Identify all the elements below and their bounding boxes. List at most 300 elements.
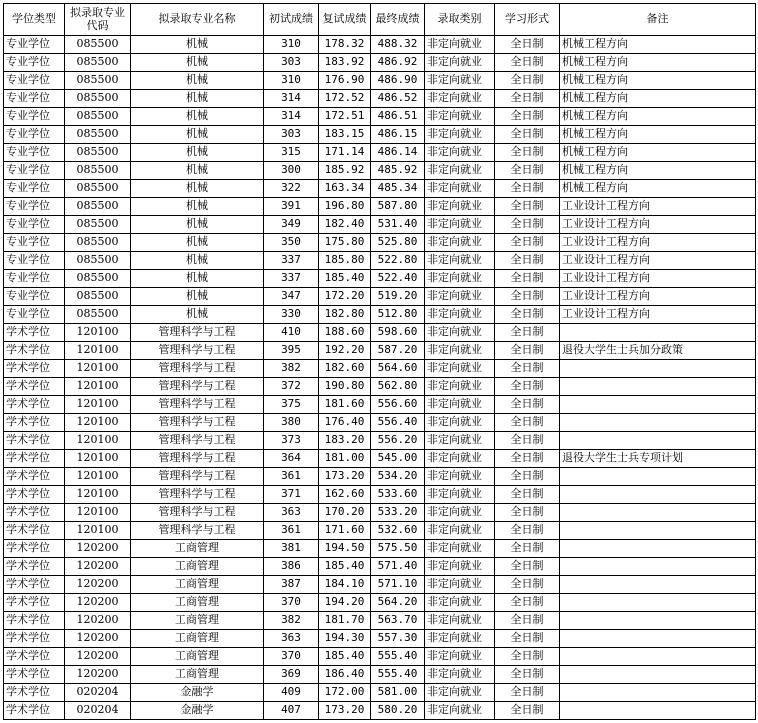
col-remarks-cell: 工业设计工程方向 xyxy=(560,288,756,306)
col-admission-category-cell: 非定向就业 xyxy=(425,144,495,162)
col-study-mode-cell: 全日制 xyxy=(495,198,560,216)
col-final-score-cell: 564.60 xyxy=(371,360,425,378)
col-final-score-cell: 555.40 xyxy=(371,648,425,666)
col-final-score-cell: 522.80 xyxy=(371,252,425,270)
col-remarks-cell xyxy=(560,558,756,576)
col-degree-type-cell: 学术学位 xyxy=(4,648,65,666)
col-degree-type-cell: 学术学位 xyxy=(4,666,65,684)
col-major-code-cell: 085500 xyxy=(65,36,131,54)
col-study-mode-cell: 全日制 xyxy=(495,144,560,162)
col-major-name-cell: 管理科学与工程 xyxy=(131,324,264,342)
col-final-score-cell: 534.20 xyxy=(371,468,425,486)
table-row xyxy=(4,702,756,720)
col-major-code-cell: 120200 xyxy=(65,558,131,576)
col-admission-category-cell: 非定向就业 xyxy=(425,558,495,576)
col-study-mode-cell: 全日制 xyxy=(495,162,560,180)
col-admission-category-cell: 非定向就业 xyxy=(425,468,495,486)
col-retest-score-cell: 162.60 xyxy=(319,486,371,504)
col-admission-category-cell: 非定向就业 xyxy=(425,198,495,216)
col-major-code-cell: 120100 xyxy=(65,414,131,432)
col-prelim-score-cell: 330 xyxy=(264,306,319,324)
col-major-code-cell: 120200 xyxy=(65,630,131,648)
col-retest-score-cell: 182.80 xyxy=(319,306,371,324)
col-final-score-cell: 556.20 xyxy=(371,432,425,450)
col-prelim-score-cell: 314 xyxy=(264,90,319,108)
col-degree-type-cell: 专业学位 xyxy=(4,180,65,198)
col-degree-type-cell: 专业学位 xyxy=(4,270,65,288)
col-retest-score-cell: 183.20 xyxy=(319,432,371,450)
col-prelim-score-cell: 395 xyxy=(264,342,319,360)
col-major-code-cell: 120100 xyxy=(65,342,131,360)
col-remarks-cell: 工业设计工程方向 xyxy=(560,252,756,270)
col-prelim-score-cell: 364 xyxy=(264,450,319,468)
col-study-mode-cell: 全日制 xyxy=(495,396,560,414)
col-major-name-cell: 金融学 xyxy=(131,684,264,702)
col-major-name-cell: 机械 xyxy=(131,234,264,252)
col-admission-category-cell: 非定向就业 xyxy=(425,702,495,720)
col-major-name-cell: 管理科学与工程 xyxy=(131,486,264,504)
col-remarks-cell xyxy=(560,486,756,504)
col-major-name-cell: 工商管理 xyxy=(131,594,264,612)
col-remarks-cell: 工业设计工程方向 xyxy=(560,198,756,216)
col-study-mode-cell: 全日制 xyxy=(495,504,560,522)
col-final-score-cell: 533.20 xyxy=(371,504,425,522)
col-major-name-cell: 机械 xyxy=(131,216,264,234)
col-major-name-cell: 机械 xyxy=(131,36,264,54)
col-degree-type-cell: 学术学位 xyxy=(4,594,65,612)
table-row xyxy=(4,72,756,90)
col-study-mode-cell: 全日制 xyxy=(495,450,560,468)
col-prelim-score-cell: 391 xyxy=(264,198,319,216)
col-retest-score-cell: 172.20 xyxy=(319,288,371,306)
col-remarks-cell xyxy=(560,360,756,378)
col-retest-score-cell: 185.92 xyxy=(319,162,371,180)
col-study-mode-cell: 全日制 xyxy=(495,288,560,306)
col-admission-category-cell: 非定向就业 xyxy=(425,342,495,360)
table-row xyxy=(4,684,756,702)
col-degree-type-cell: 专业学位 xyxy=(4,306,65,324)
col-major-name-cell: 工商管理 xyxy=(131,576,264,594)
header-col-prelim-score: 初试成绩 xyxy=(264,4,319,36)
table-row xyxy=(4,126,756,144)
col-major-code-cell: 120200 xyxy=(65,540,131,558)
col-major-code-cell: 085500 xyxy=(65,144,131,162)
col-admission-category-cell: 非定向就业 xyxy=(425,450,495,468)
col-admission-category-cell: 非定向就业 xyxy=(425,378,495,396)
col-final-score-cell: 485.34 xyxy=(371,180,425,198)
col-study-mode-cell: 全日制 xyxy=(495,432,560,450)
col-major-code-cell: 120100 xyxy=(65,522,131,540)
col-study-mode-cell: 全日制 xyxy=(495,324,560,342)
table-row xyxy=(4,108,756,126)
col-admission-category-cell: 非定向就业 xyxy=(425,180,495,198)
col-degree-type-cell: 专业学位 xyxy=(4,234,65,252)
col-major-name-cell: 机械 xyxy=(131,288,264,306)
col-prelim-score-cell: 409 xyxy=(264,684,319,702)
col-admission-category-cell: 非定向就业 xyxy=(425,324,495,342)
col-prelim-score-cell: 382 xyxy=(264,612,319,630)
col-major-name-cell: 机械 xyxy=(131,54,264,72)
col-final-score-cell: 571.10 xyxy=(371,576,425,594)
col-major-code-cell: 120200 xyxy=(65,594,131,612)
col-degree-type-cell: 专业学位 xyxy=(4,162,65,180)
col-major-name-cell: 机械 xyxy=(131,126,264,144)
col-major-code-cell: 085500 xyxy=(65,216,131,234)
col-major-code-cell: 120100 xyxy=(65,468,131,486)
col-retest-score-cell: 186.40 xyxy=(319,666,371,684)
col-degree-type-cell: 专业学位 xyxy=(4,72,65,90)
col-retest-score-cell: 175.80 xyxy=(319,234,371,252)
col-prelim-score-cell: 382 xyxy=(264,360,319,378)
col-remarks-cell: 机械工程方向 xyxy=(560,180,756,198)
col-final-score-cell: 575.50 xyxy=(371,540,425,558)
col-final-score-cell: 486.15 xyxy=(371,126,425,144)
col-retest-score-cell: 172.51 xyxy=(319,108,371,126)
col-retest-score-cell: 172.00 xyxy=(319,684,371,702)
col-prelim-score-cell: 375 xyxy=(264,396,319,414)
col-prelim-score-cell: 300 xyxy=(264,162,319,180)
col-retest-score-cell: 176.90 xyxy=(319,72,371,90)
col-final-score-cell: 525.80 xyxy=(371,234,425,252)
col-retest-score-cell: 163.34 xyxy=(319,180,371,198)
col-major-code-cell: 120200 xyxy=(65,576,131,594)
col-prelim-score-cell: 369 xyxy=(264,666,319,684)
col-retest-score-cell: 196.80 xyxy=(319,198,371,216)
col-retest-score-cell: 173.20 xyxy=(319,468,371,486)
col-retest-score-cell: 185.40 xyxy=(319,648,371,666)
col-final-score-cell: 486.92 xyxy=(371,54,425,72)
col-retest-score-cell: 194.20 xyxy=(319,594,371,612)
col-study-mode-cell: 全日制 xyxy=(495,108,560,126)
col-remarks-cell: 机械工程方向 xyxy=(560,54,756,72)
table-row xyxy=(4,36,756,54)
col-final-score-cell: 581.00 xyxy=(371,684,425,702)
col-prelim-score-cell: 350 xyxy=(264,234,319,252)
col-retest-score-cell: 184.10 xyxy=(319,576,371,594)
col-final-score-cell: 571.40 xyxy=(371,558,425,576)
col-degree-type-cell: 学术学位 xyxy=(4,540,65,558)
table-row xyxy=(4,666,756,684)
col-major-code-cell: 085500 xyxy=(65,72,131,90)
col-study-mode-cell: 全日制 xyxy=(495,54,560,72)
col-remarks-cell: 机械工程方向 xyxy=(560,162,756,180)
col-final-score-cell: 564.20 xyxy=(371,594,425,612)
col-major-code-cell: 120100 xyxy=(65,450,131,468)
col-remarks-cell xyxy=(560,432,756,450)
table-row xyxy=(4,450,756,468)
col-prelim-score-cell: 303 xyxy=(264,54,319,72)
table-row xyxy=(4,324,756,342)
header-col-major-code: 拟录取专业代码 xyxy=(65,4,131,36)
col-admission-category-cell: 非定向就业 xyxy=(425,684,495,702)
col-retest-score-cell: 172.52 xyxy=(319,90,371,108)
header-col-remarks: 备注 xyxy=(560,4,756,36)
col-retest-score-cell: 185.40 xyxy=(319,270,371,288)
col-major-code-cell: 120100 xyxy=(65,396,131,414)
col-retest-score-cell: 181.70 xyxy=(319,612,371,630)
col-prelim-score-cell: 380 xyxy=(264,414,319,432)
col-final-score-cell: 533.60 xyxy=(371,486,425,504)
col-prelim-score-cell: 349 xyxy=(264,216,319,234)
col-prelim-score-cell: 387 xyxy=(264,576,319,594)
col-retest-score-cell: 188.60 xyxy=(319,324,371,342)
col-major-code-cell: 085500 xyxy=(65,306,131,324)
col-study-mode-cell: 全日制 xyxy=(495,522,560,540)
col-study-mode-cell: 全日制 xyxy=(495,576,560,594)
col-major-name-cell: 工商管理 xyxy=(131,648,264,666)
col-major-name-cell: 机械 xyxy=(131,108,264,126)
col-final-score-cell: 557.30 xyxy=(371,630,425,648)
col-prelim-score-cell: 363 xyxy=(264,630,319,648)
col-remarks-cell xyxy=(560,612,756,630)
col-admission-category-cell: 非定向就业 xyxy=(425,630,495,648)
col-retest-score-cell: 170.20 xyxy=(319,504,371,522)
col-admission-category-cell: 非定向就业 xyxy=(425,486,495,504)
col-major-name-cell: 机械 xyxy=(131,162,264,180)
col-admission-category-cell: 非定向就业 xyxy=(425,360,495,378)
col-retest-score-cell: 171.60 xyxy=(319,522,371,540)
col-admission-category-cell: 非定向就业 xyxy=(425,576,495,594)
col-major-code-cell: 120200 xyxy=(65,648,131,666)
col-prelim-score-cell: 310 xyxy=(264,72,319,90)
col-degree-type-cell: 专业学位 xyxy=(4,126,65,144)
table-row xyxy=(4,360,756,378)
col-study-mode-cell: 全日制 xyxy=(495,270,560,288)
col-prelim-score-cell: 373 xyxy=(264,432,319,450)
col-major-name-cell: 管理科学与工程 xyxy=(131,504,264,522)
col-degree-type-cell: 专业学位 xyxy=(4,198,65,216)
col-study-mode-cell: 全日制 xyxy=(495,126,560,144)
col-remarks-cell xyxy=(560,396,756,414)
col-prelim-score-cell: 371 xyxy=(264,486,319,504)
col-study-mode-cell: 全日制 xyxy=(495,252,560,270)
col-study-mode-cell: 全日制 xyxy=(495,630,560,648)
table-row xyxy=(4,270,756,288)
col-prelim-score-cell: 386 xyxy=(264,558,319,576)
col-final-score-cell: 486.51 xyxy=(371,108,425,126)
col-prelim-score-cell: 370 xyxy=(264,648,319,666)
col-remarks-cell: 机械工程方向 xyxy=(560,144,756,162)
col-final-score-cell: 555.40 xyxy=(371,666,425,684)
col-study-mode-cell: 全日制 xyxy=(495,342,560,360)
col-retest-score-cell: 190.80 xyxy=(319,378,371,396)
col-remarks-cell xyxy=(560,540,756,558)
col-major-code-cell: 120200 xyxy=(65,666,131,684)
col-degree-type-cell: 学术学位 xyxy=(4,558,65,576)
table-row xyxy=(4,144,756,162)
col-remarks-cell: 退役大学生士兵专项计划 xyxy=(560,450,756,468)
col-remarks-cell: 机械工程方向 xyxy=(560,90,756,108)
col-major-name-cell: 管理科学与工程 xyxy=(131,378,264,396)
col-major-name-cell: 管理科学与工程 xyxy=(131,414,264,432)
col-final-score-cell: 488.32 xyxy=(371,36,425,54)
col-remarks-cell xyxy=(560,378,756,396)
col-prelim-score-cell: 410 xyxy=(264,324,319,342)
col-major-name-cell: 管理科学与工程 xyxy=(131,360,264,378)
col-degree-type-cell: 学术学位 xyxy=(4,450,65,468)
col-remarks-cell: 工业设计工程方向 xyxy=(560,306,756,324)
col-retest-score-cell: 194.30 xyxy=(319,630,371,648)
col-prelim-score-cell: 322 xyxy=(264,180,319,198)
col-final-score-cell: 522.40 xyxy=(371,270,425,288)
admission-table xyxy=(3,3,756,720)
table-row xyxy=(4,252,756,270)
col-remarks-cell xyxy=(560,576,756,594)
col-major-code-cell: 085500 xyxy=(65,126,131,144)
col-major-name-cell: 工商管理 xyxy=(131,558,264,576)
col-prelim-score-cell: 314 xyxy=(264,108,319,126)
table-row xyxy=(4,594,756,612)
col-degree-type-cell: 专业学位 xyxy=(4,36,65,54)
col-retest-score-cell: 183.92 xyxy=(319,54,371,72)
col-degree-type-cell: 学术学位 xyxy=(4,504,65,522)
col-major-code-cell: 085500 xyxy=(65,198,131,216)
table-row xyxy=(4,216,756,234)
col-retest-score-cell: 183.15 xyxy=(319,126,371,144)
col-degree-type-cell: 专业学位 xyxy=(4,54,65,72)
col-remarks-cell: 机械工程方向 xyxy=(560,108,756,126)
col-retest-score-cell: 182.60 xyxy=(319,360,371,378)
table-row xyxy=(4,468,756,486)
col-admission-category-cell: 非定向就业 xyxy=(425,216,495,234)
col-prelim-score-cell: 363 xyxy=(264,504,319,522)
col-remarks-cell: 机械工程方向 xyxy=(560,72,756,90)
table-row xyxy=(4,648,756,666)
col-final-score-cell: 531.40 xyxy=(371,216,425,234)
table-row xyxy=(4,612,756,630)
col-degree-type-cell: 学术学位 xyxy=(4,396,65,414)
col-degree-type-cell: 学术学位 xyxy=(4,576,65,594)
col-final-score-cell: 486.90 xyxy=(371,72,425,90)
col-major-name-cell: 机械 xyxy=(131,198,264,216)
col-degree-type-cell: 学术学位 xyxy=(4,630,65,648)
col-major-code-cell: 085500 xyxy=(65,90,131,108)
col-major-name-cell: 机械 xyxy=(131,72,264,90)
col-prelim-score-cell: 347 xyxy=(264,288,319,306)
col-major-name-cell: 机械 xyxy=(131,90,264,108)
col-degree-type-cell: 专业学位 xyxy=(4,90,65,108)
col-study-mode-cell: 全日制 xyxy=(495,234,560,252)
table-row xyxy=(4,414,756,432)
col-remarks-cell xyxy=(560,666,756,684)
col-major-name-cell: 工商管理 xyxy=(131,540,264,558)
col-admission-category-cell: 非定向就业 xyxy=(425,288,495,306)
admission-list xyxy=(3,3,755,720)
col-major-code-cell: 120100 xyxy=(65,360,131,378)
col-retest-score-cell: 192.20 xyxy=(319,342,371,360)
col-major-code-cell: 085500 xyxy=(65,108,131,126)
col-final-score-cell: 512.80 xyxy=(371,306,425,324)
table-body xyxy=(4,36,756,720)
col-major-name-cell: 管理科学与工程 xyxy=(131,342,264,360)
col-major-name-cell: 工商管理 xyxy=(131,612,264,630)
col-retest-score-cell: 185.80 xyxy=(319,252,371,270)
col-major-name-cell: 管理科学与工程 xyxy=(131,522,264,540)
col-admission-category-cell: 非定向就业 xyxy=(425,90,495,108)
col-major-code-cell: 020204 xyxy=(65,702,131,720)
col-study-mode-cell: 全日制 xyxy=(495,684,560,702)
col-major-name-cell: 工商管理 xyxy=(131,630,264,648)
col-study-mode-cell: 全日制 xyxy=(495,306,560,324)
col-major-name-cell: 机械 xyxy=(131,252,264,270)
col-major-code-cell: 085500 xyxy=(65,288,131,306)
col-remarks-cell xyxy=(560,522,756,540)
col-degree-type-cell: 学术学位 xyxy=(4,378,65,396)
header-col-study-mode: 学习形式 xyxy=(495,4,560,36)
col-study-mode-cell: 全日制 xyxy=(495,378,560,396)
col-retest-score-cell: 185.40 xyxy=(319,558,371,576)
col-retest-score-cell: 178.32 xyxy=(319,36,371,54)
col-admission-category-cell: 非定向就业 xyxy=(425,126,495,144)
col-admission-category-cell: 非定向就业 xyxy=(425,522,495,540)
col-major-code-cell: 120100 xyxy=(65,486,131,504)
table-row xyxy=(4,486,756,504)
table-row xyxy=(4,180,756,198)
col-major-code-cell: 085500 xyxy=(65,180,131,198)
header-col-retest-score: 复试成绩 xyxy=(319,4,371,36)
table-row xyxy=(4,522,756,540)
col-prelim-score-cell: 407 xyxy=(264,702,319,720)
table-row xyxy=(4,288,756,306)
col-retest-score-cell: 181.00 xyxy=(319,450,371,468)
col-admission-category-cell: 非定向就业 xyxy=(425,648,495,666)
col-prelim-score-cell: 315 xyxy=(264,144,319,162)
col-major-name-cell: 机械 xyxy=(131,270,264,288)
col-retest-score-cell: 194.50 xyxy=(319,540,371,558)
col-final-score-cell: 486.52 xyxy=(371,90,425,108)
table-row xyxy=(4,396,756,414)
col-degree-type-cell: 学术学位 xyxy=(4,342,65,360)
col-retest-score-cell: 171.14 xyxy=(319,144,371,162)
col-degree-type-cell: 学术学位 xyxy=(4,612,65,630)
col-major-code-cell: 085500 xyxy=(65,270,131,288)
col-admission-category-cell: 非定向就业 xyxy=(425,234,495,252)
col-degree-type-cell: 专业学位 xyxy=(4,144,65,162)
col-final-score-cell: 563.70 xyxy=(371,612,425,630)
col-degree-type-cell: 专业学位 xyxy=(4,252,65,270)
col-remarks-cell: 机械工程方向 xyxy=(560,126,756,144)
col-admission-category-cell: 非定向就业 xyxy=(425,54,495,72)
col-remarks-cell: 工业设计工程方向 xyxy=(560,234,756,252)
col-final-score-cell: 519.20 xyxy=(371,288,425,306)
col-major-code-cell: 085500 xyxy=(65,234,131,252)
col-admission-category-cell: 非定向就业 xyxy=(425,252,495,270)
col-final-score-cell: 485.92 xyxy=(371,162,425,180)
col-major-name-cell: 机械 xyxy=(131,306,264,324)
col-degree-type-cell: 专业学位 xyxy=(4,216,65,234)
col-remarks-cell xyxy=(560,648,756,666)
col-study-mode-cell: 全日制 xyxy=(495,540,560,558)
table-row xyxy=(4,342,756,360)
table-row xyxy=(4,162,756,180)
col-admission-category-cell: 非定向就业 xyxy=(425,432,495,450)
col-retest-score-cell: 176.40 xyxy=(319,414,371,432)
table-row xyxy=(4,540,756,558)
col-study-mode-cell: 全日制 xyxy=(495,558,560,576)
col-major-code-cell: 085500 xyxy=(65,252,131,270)
col-study-mode-cell: 全日制 xyxy=(495,216,560,234)
col-prelim-score-cell: 361 xyxy=(264,468,319,486)
table-row xyxy=(4,432,756,450)
col-prelim-score-cell: 303 xyxy=(264,126,319,144)
col-major-name-cell: 工商管理 xyxy=(131,666,264,684)
col-study-mode-cell: 全日制 xyxy=(495,666,560,684)
col-final-score-cell: 598.60 xyxy=(371,324,425,342)
col-degree-type-cell: 学术学位 xyxy=(4,702,65,720)
col-degree-type-cell: 专业学位 xyxy=(4,288,65,306)
col-major-name-cell: 管理科学与工程 xyxy=(131,450,264,468)
col-final-score-cell: 556.40 xyxy=(371,414,425,432)
